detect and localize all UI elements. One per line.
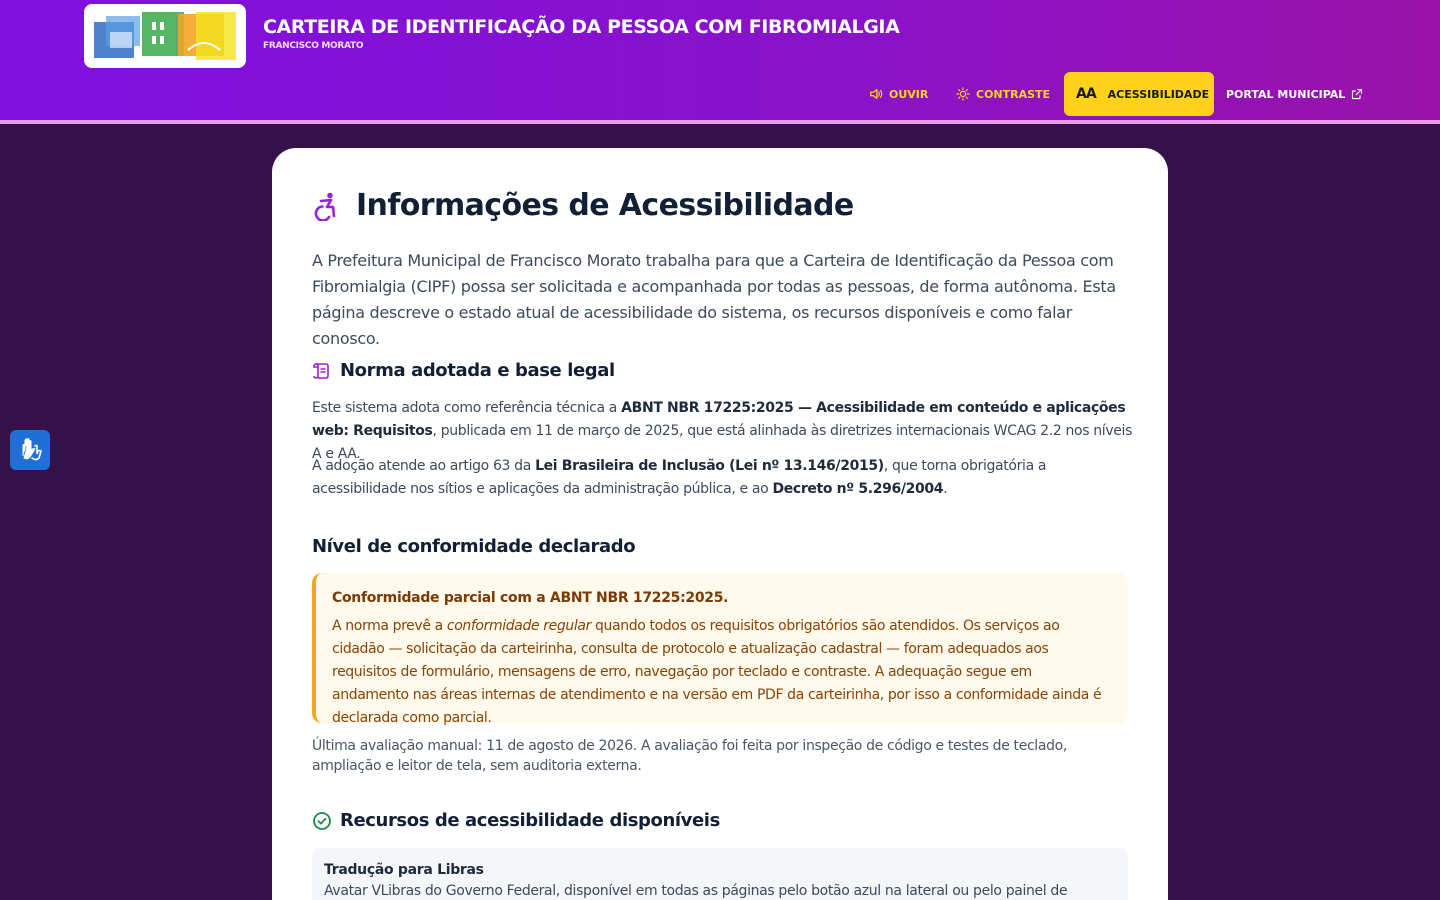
legal-basis-paragraph-2: [312, 455, 1134, 501]
hands-sign-language-icon: [16, 436, 44, 464]
external-link-icon: [1351, 88, 1363, 100]
feature-description: Avatar VLibras do Governo Federal, disponível em todas as páginas pelo botão azul na lateral ou pelo painel de: [324, 883, 1068, 899]
check-circle-icon: [312, 811, 332, 831]
section-legal-basis-heading: [312, 360, 615, 381]
speaker-icon: [869, 87, 883, 101]
decree-name: Decreto nº 5.296/2004: [772, 481, 944, 497]
municipal-portal-link[interactable]: [1226, 72, 1363, 116]
text-segment: .: [943, 481, 948, 497]
listen-label: OUVIR: [889, 87, 929, 101]
accessibility-button[interactable]: [1064, 72, 1214, 116]
accessibility-icon: [312, 191, 342, 221]
emphasis-term: conformidade regular: [446, 618, 591, 634]
accessibility-info-card: [272, 148, 1168, 900]
header-divider: [0, 120, 1440, 124]
listen-button[interactable]: [869, 72, 928, 116]
standard-name: ABNT NBR 17225:2025 — Acessibilidade em conteúdo e aplicações web: Requisitos: [312, 400, 1126, 439]
text-segment: , que torna obrigatória a acessibilidade nos sítios e aplicações da administração pública, e ao: [312, 458, 1047, 497]
conformity-notice-title: Conformidade parcial com a ABNT NBR 17225:2025.: [332, 590, 729, 606]
page-title: Informações de Acessibilidade: [356, 188, 854, 223]
section-legal-basis-title: Norma adotada e base legal: [340, 360, 615, 381]
conformity-notice-text: [332, 615, 1112, 730]
section-conformity-title: Nível de conformidade declarado: [312, 536, 636, 557]
law-name: Lei Brasileira de Inclusão (Lei nº 13.146/2015): [535, 458, 884, 474]
feature-item-libras: [312, 848, 1128, 900]
contrast-button[interactable]: [956, 72, 1050, 116]
sun-icon: [956, 87, 970, 101]
text-segment: Este sistema adota como referência técnica a: [312, 400, 622, 416]
text-segment: quando todos os requisitos obrigatórios são atendidos. Os serviços ao cidadão — solicitação da carteirinha, consulta de protocolo e atualização cadastral — foram adequados aos requisitos de formulário, mensagens de erro, navegação por teclado e contraste. A adequação segue em andamento nas áreas internas de atendimento e na versão em PDF da carteirinha, por isso a conformidade ainda é declarada como parcial.: [332, 618, 1102, 726]
last-evaluation-text: Última avaliação manual: 11 de agosto de 2026. A avaliação foi feita por inspeção de código e testes de teclado, ampliação e leitor de tela, sem auditoria externa.: [312, 738, 1067, 774]
section-resources-title: Recursos de acessibilidade disponíveis: [340, 810, 720, 831]
vlibras-button[interactable]: [10, 430, 50, 470]
intro-paragraph: A Prefeitura Municipal de Francisco Morato trabalha para que a Carteira de Identificação da Pessoa com Fibromialgia (CIPF) possa ser solicitada e acompanhada por todas as pessoas, de forma autônoma. Esta página descreve o estado atual de acessibilidade do sistema, os recursos disponíveis e como falar conosco.: [312, 251, 1116, 348]
section-resources-heading: [312, 810, 720, 831]
conformity-notice: [312, 573, 1128, 726]
logo-graphic: [92, 10, 238, 62]
text-segment: A norma prevê a: [332, 618, 447, 634]
font-size-icon: AA: [1076, 86, 1096, 102]
text-segment: A adoção atende ao artigo 63 da: [312, 458, 536, 474]
municipal-logo[interactable]: [84, 4, 246, 68]
section-conformity-heading: [312, 536, 635, 557]
city-name: FRANCISCO MORATO: [263, 41, 364, 51]
app-title: CARTEIRA DE IDENTIFICAÇÃO DA PESSOA COM FIBROMIALGIA: [263, 16, 900, 38]
page-title-row: [312, 188, 854, 223]
portal-label: PORTAL MUNICIPAL: [1226, 87, 1346, 101]
site-header: [0, 0, 1440, 120]
contrast-label: CONTRASTE: [976, 87, 1051, 101]
feature-title: Tradução para Libras: [324, 862, 484, 878]
accessibility-label: ACESSIBILIDADE: [1107, 87, 1210, 101]
scroll-icon: [312, 361, 332, 381]
text-segment: , publicada em 11 de março de 2025, que está alinhada às diretrizes internacionais WCAG 2.2 nos níveis A e AA.: [312, 423, 1133, 462]
